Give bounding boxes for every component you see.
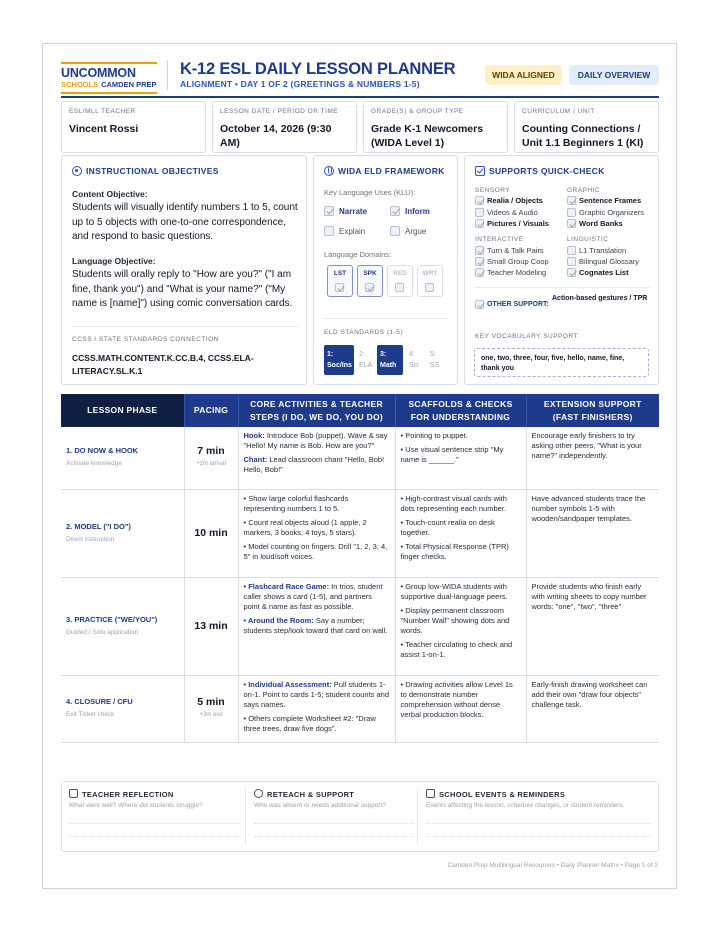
reflection-line — [69, 823, 239, 824]
support-small-group[interactable]: Small Group Coop — [475, 257, 549, 267]
support-word-banks[interactable]: Word Banks — [567, 219, 623, 229]
lesson-date-field[interactable] — [212, 101, 357, 153]
reading-checkbox[interactable] — [395, 283, 404, 292]
footer-divider — [245, 789, 246, 845]
calendar-icon — [426, 789, 435, 798]
support-pictures[interactable]: Pictures / Visuals — [475, 219, 549, 229]
header-pacing: PACING — [184, 394, 238, 427]
header-extension: EXTENSION SUPPORT (FAST FINISHERS) — [526, 394, 659, 427]
events-title: SCHOOL EVENTS & REMINDERS — [439, 790, 566, 799]
wida-divider — [324, 318, 449, 319]
teacher-value: Vincent Rossi — [69, 123, 139, 135]
reteach-subtitle: Who was absent or needs additional support? — [254, 802, 386, 809]
pacing-note: +3m exit — [199, 712, 223, 718]
phase-subtitle: Guided / Solo application — [66, 628, 139, 636]
domains-label: Language Domains: — [324, 250, 392, 259]
word-banks-checkbox[interactable] — [567, 219, 576, 228]
teacher-label: ESL/MLL TEACHER — [69, 108, 136, 115]
support-graphic-organizers[interactable]: Graphic Organizers — [567, 208, 644, 218]
school-events-section[interactable] — [426, 781, 651, 852]
support-sentence-frames[interactable]: Sentence Frames — [567, 196, 641, 206]
support-l1-translation[interactable]: L1 Translation — [567, 246, 626, 256]
eld-standard-4[interactable]: 4: Sci — [409, 351, 419, 369]
table-row — [61, 577, 659, 675]
scaffolds-cell[interactable]: • High-contrast visual cards with dots representing each number. • Touch-count realia on desk together. • Total Physical Response (TPR) finger checks. — [395, 489, 526, 577]
supports-title: SUPPORTS QUICK-CHECK — [489, 166, 605, 176]
lesson-date-value: October 14, 2026 (9:30 AM) — [220, 123, 332, 149]
extension-cell[interactable]: Have advanced students trace the number symbols 1-5 with wooden/sandpaper templates. — [526, 489, 659, 577]
lightbulb-icon — [69, 789, 78, 798]
small-group-checkbox[interactable] — [475, 257, 484, 266]
logo-divider — [167, 60, 168, 90]
page-footer-note: Camden Prep Multilingual Resources • Daily Planner Matrix • Page 1 of 2 — [447, 862, 658, 869]
klu-label: Key Language Uses (KLU): — [324, 188, 416, 197]
standards-text: CCSS.MATH.CONTENT.K.CC.B.4, CCSS.ELA-LITERACY.SL.K.1 — [72, 353, 254, 376]
support-cognates[interactable]: Cognates List — [567, 268, 629, 278]
pacing-time: 5 min — [197, 696, 225, 708]
realia-checkbox[interactable] — [475, 196, 484, 205]
grade-field[interactable] — [363, 101, 508, 153]
explain-checkbox[interactable] — [324, 226, 334, 236]
table-row — [61, 489, 659, 577]
vocab-support-label: KEY VOCABULARY SUPPORT: — [475, 333, 580, 340]
lesson-date-label: LESSON DATE / PERIOD OR TIME — [220, 108, 339, 115]
checkbox-icon — [475, 166, 485, 176]
objectives-card — [61, 155, 307, 385]
linguistic-label: LINGUISTIC — [567, 236, 609, 243]
logo-uncommon: UNCOMMON — [61, 62, 157, 80]
header-lesson-phase: LESSON PHASE — [61, 394, 184, 427]
cognates-checkbox[interactable] — [567, 268, 576, 277]
teacher-modeling-checkbox[interactable] — [475, 268, 484, 277]
speaking-checkbox[interactable] — [365, 283, 374, 292]
language-objective-heading: Language Objective: — [72, 256, 156, 266]
phase-subtitle: Direct instruction — [66, 535, 115, 543]
narrate-checkbox[interactable] — [324, 206, 334, 216]
eld-standard-5[interactable]: 5: SS — [430, 351, 440, 369]
support-videos[interactable]: Videos & Audio — [475, 208, 538, 218]
events-line — [426, 823, 651, 824]
refresh-icon — [254, 789, 263, 798]
videos-checkbox[interactable] — [475, 208, 484, 217]
activities-cell[interactable]: • Flashcard Race Game: In trios, student caller shows a card (1-5), and partners point & name as fast as possible. • Around the Room: Say a number; students step/look toward that card on wall. — [238, 577, 395, 675]
graphic-organizers-checkbox[interactable] — [567, 208, 576, 217]
phase-subtitle: Activate knowledge — [66, 460, 123, 468]
events-subtitle: Events affecting the lesson, schedule changes, or student reminders. — [426, 802, 625, 809]
pacing-time: 10 min — [194, 527, 228, 539]
sensory-label: SENSORY — [475, 187, 511, 194]
content-objective-text: Students will visually identify numbers 1 to 5, count up to 5 objects with one-to-one correspondence, and respond to basic questions. — [72, 202, 298, 242]
activities-cell[interactable]: Hook: Introduce Bob (puppet). Wave & say "Hello! My name is Bob. How are you?" Chant: Lead classroom chant "Hello, Bob! Hello, Bob!" — [238, 427, 395, 489]
page-title: K-12 ESL DAILY LESSON PLANNER — [180, 60, 456, 78]
curriculum-label: CURRICULUM / UNIT — [522, 108, 595, 115]
support-bilingual-glossary[interactable]: Bilingual Glossary — [567, 257, 639, 267]
domain-reading[interactable]: RED — [387, 265, 413, 297]
support-teacher-modeling[interactable]: Teacher Modeling — [475, 268, 546, 278]
phase-name: 2. MODEL ("I DO") — [66, 521, 131, 531]
content-objective-heading: Content Objective: — [72, 189, 148, 199]
pacing-time: 13 min — [194, 620, 228, 632]
objectives-divider — [72, 326, 298, 327]
domain-listening[interactable]: LST — [327, 265, 353, 297]
other-support-value[interactable]: Action-based gestures / TPR — [552, 295, 648, 302]
pacing-note: +2m arrival — [196, 461, 226, 468]
logo-camden-prep: CAMDEN PREP — [101, 80, 157, 89]
phase-subtitle: Exit Ticket check — [66, 711, 115, 718]
wida-aligned-badge: WIDA ALIGNED — [485, 65, 562, 85]
teacher-field[interactable] — [61, 101, 206, 153]
activities-cell[interactable]: • Show large colorful flashcards representing numbers 1 to 5. • Count real objects aloud (1 apple, 2 markers, 3 books, 4 toys, 5 stars). • Model counting on fingers. Drill "1, 2, 3, 4, 5" in loud/soft voices. — [238, 489, 395, 577]
vocab-support-field[interactable]: one, two, three, four, five, hello, name, fine, thank you — [474, 348, 649, 377]
phase-name: 3. PRACTICE ("WE/YOU") — [66, 614, 158, 624]
language-objective-text: Students will orally reply to "How are you?" ("I am fine, thank you") and "What is your name?" ("My name is [name]") using comic conversation cards. — [72, 269, 293, 309]
scaffolds-cell[interactable]: • Group low-WIDA students with supportive dual-language peers. • Display permanent classroom "Number Wall" showing dots and words. • Teacher circulating to check and assist 1-on-1. — [395, 577, 526, 675]
argue-checkbox[interactable] — [390, 226, 400, 236]
supports-card — [464, 155, 659, 385]
reteach-line — [254, 836, 414, 837]
interactive-label: INTERACTIVE — [475, 236, 524, 243]
header-divider — [61, 96, 659, 98]
table-row — [61, 675, 659, 742]
klu-inform: Inform — [405, 207, 430, 216]
eld-standard-3[interactable]: 3: Math — [377, 345, 403, 375]
scaffolds-cell[interactable]: • Drawing activities allow Level 1s to demonstrate number comprehension without dense verbal production blocks. — [395, 675, 526, 742]
reteach-support-section[interactable] — [254, 781, 414, 852]
table-header-row — [61, 394, 659, 427]
lesson-phase-table — [61, 394, 659, 743]
curriculum-value: Counting Connections / Unit 1.1 Beginners 1 (KI) — [522, 123, 644, 149]
domain-writing[interactable]: WRT — [417, 265, 443, 297]
supports-divider — [475, 287, 650, 288]
header-core-activities: CORE ACTIVITIES & TEACHER STEPS (I DO, WE DO, YOU DO) — [238, 394, 395, 427]
page-subtitle: ALIGNMENT • DAY 1 OF 2 (GREETINGS & NUMBERS 1-5) — [180, 79, 420, 89]
listening-checkbox[interactable] — [335, 283, 344, 292]
phase-name: 1. DO NOW & HOOK — [66, 446, 139, 456]
reteach-line — [254, 823, 414, 824]
domain-speaking[interactable]: SPK — [357, 265, 383, 297]
extension-cell[interactable]: Encourage early finishers to try asking other peers, "What is your name?" independently. — [526, 427, 659, 489]
logo-schools: SCHOOLS — [61, 80, 99, 89]
support-turn-talk[interactable]: Turn & Talk Pairs — [475, 246, 544, 256]
reflection-subtitle: What went well? Where did students struggle? — [69, 802, 203, 809]
bilingual-glossary-checkbox[interactable] — [567, 257, 576, 266]
grade-value: Grade K-1 Newcomers (WIDA Level 1) — [371, 123, 484, 149]
support-realia[interactable]: Realia / Objects — [475, 196, 543, 206]
extension-cell[interactable]: Early-finish drawing worksheet can add their own "draw four objects" challenge task. — [526, 675, 659, 742]
pictures-checkbox[interactable] — [475, 219, 484, 228]
reteach-title: RETEACH & SUPPORT — [267, 790, 355, 799]
eld-standards-label: ELD STANDARDS (1-5) — [324, 329, 404, 336]
globe-icon — [324, 166, 334, 176]
l1-translation-checkbox[interactable] — [567, 246, 576, 255]
other-support-checkbox[interactable] — [475, 300, 484, 309]
target-icon — [72, 166, 82, 176]
klu-argue: Argue — [405, 227, 427, 236]
klu-narrate: Narrate — [339, 207, 368, 216]
sentence-frames-checkbox[interactable] — [567, 196, 576, 205]
school-logo — [61, 62, 157, 94]
lesson-planner-page — [42, 43, 677, 889]
eld-standard-1[interactable]: 1: Soc/Ins — [324, 345, 354, 375]
teacher-reflection-section[interactable] — [69, 781, 239, 852]
table-row — [61, 427, 659, 489]
extension-cell[interactable]: Provide students who finish early with writing sheets to copy number words: "one", "two", "three" — [526, 577, 659, 675]
standards-label: CCSS / STATE STANDARDS CONNECTION — [72, 336, 219, 343]
reflection-title: TEACHER REFLECTION — [82, 790, 174, 799]
turn-talk-checkbox[interactable] — [475, 246, 484, 255]
grade-label: GRADE(S) & GROUP TYPE — [371, 108, 464, 115]
objectives-title: INSTRUCTIONAL OBJECTIVES — [86, 166, 219, 176]
curriculum-field[interactable] — [514, 101, 659, 153]
other-support-label[interactable]: OTHER SUPPORT: — [475, 300, 549, 310]
daily-overview-badge: DAILY OVERVIEW — [569, 65, 659, 85]
scaffolds-cell[interactable]: • Pointing to puppet. • Use visual sentence strip "My name is ______." — [395, 427, 526, 489]
graphic-label: GRAPHIC — [567, 187, 601, 194]
pacing-time: 7 min — [197, 445, 225, 458]
activities-cell[interactable]: • Individual Assessment: Pull students 1-on-1. Point to cards 1-5; student counts and says names. • Others complete Worksheet #2: "Draw three trees, draw five dogs". — [238, 675, 395, 742]
header-scaffolds: SCAFFOLDS & CHECKS FOR UNDERSTANDING — [395, 394, 526, 427]
eld-standard-2[interactable]: 2: ELA — [359, 351, 373, 369]
inform-checkbox[interactable] — [390, 206, 400, 216]
writing-checkbox[interactable] — [425, 283, 434, 292]
reflection-line — [69, 836, 239, 837]
phase-name: 4. CLOSURE / CFU — [66, 697, 133, 706]
klu-explain: Explain — [339, 227, 366, 236]
wida-title: WIDA ELD FRAMEWORK — [338, 166, 445, 176]
footer-divider — [417, 789, 418, 845]
wida-card — [313, 155, 458, 385]
events-line — [426, 836, 651, 837]
